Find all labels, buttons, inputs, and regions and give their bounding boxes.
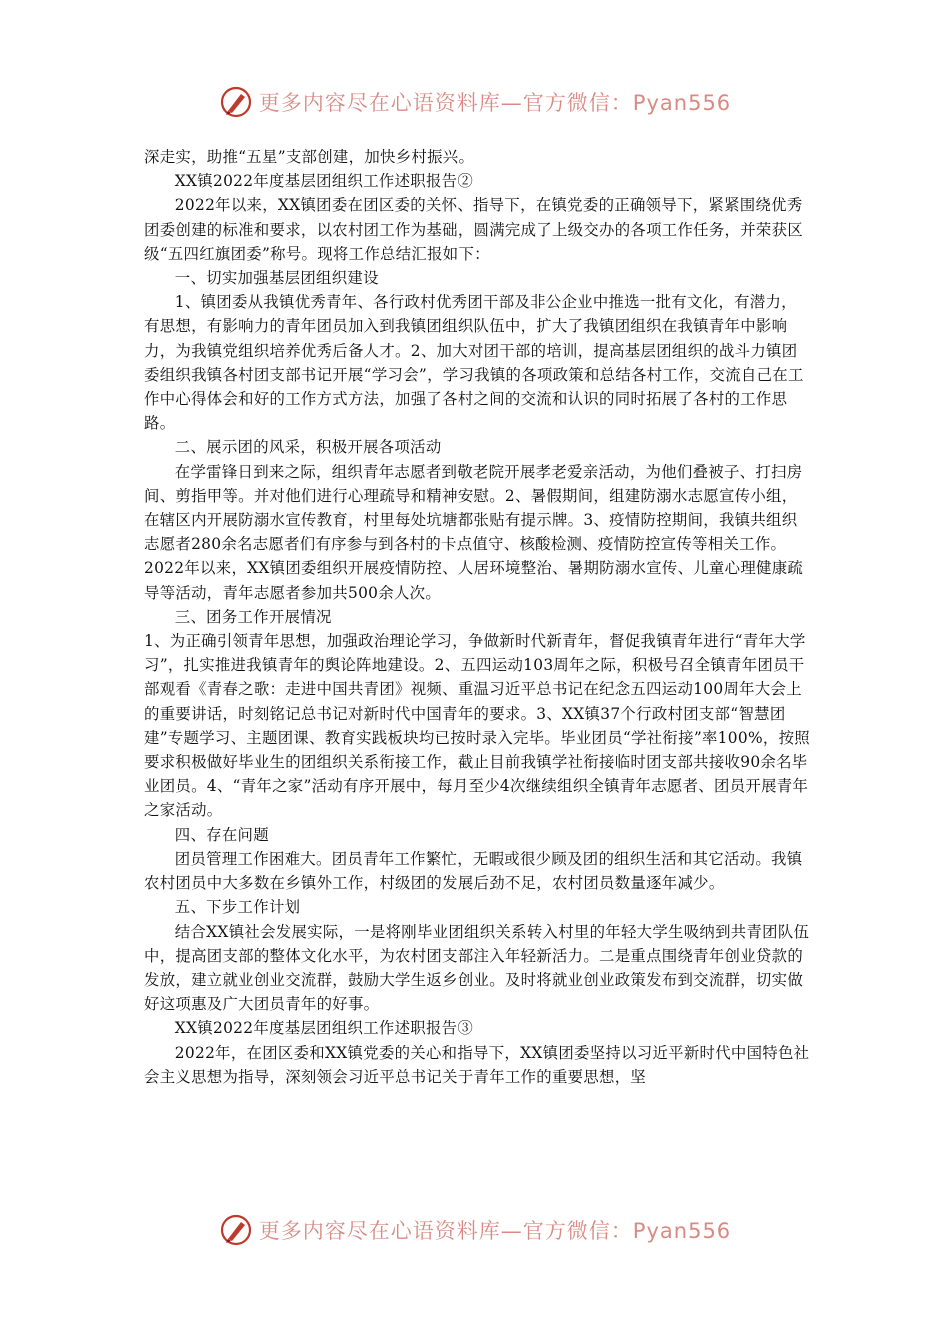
pen-logo-icon <box>219 1213 253 1247</box>
watermark-text: 更多内容尽在心语资料库—官方微信：Pyan556 <box>258 1219 732 1243</box>
paragraph: 团员管理工作困难大。团员青年工作繁忙，无暇或很少顾及团的组织生活和其它活动。我镇农村团员中大多数在乡镇外工作，村级团的发展后劲不足，农村团员数量逐年减少。 <box>144 849 803 893</box>
paragraph: 深走实，助推“五星”支部创建，加快乡村振兴。 <box>144 148 475 166</box>
document-body <box>144 145 812 1089</box>
paragraph: 三、团务工作开展情况 <box>174 607 332 626</box>
watermark-text: 更多内容尽在心语资料库—官方微信：Pyan556 <box>258 91 732 115</box>
paragraph: 2022年，在团区委和XX镇党委的关心和指导下，XX镇团委坚持以习近平新时代中国特色社会主义思想为指导，深刻领会习近平总书记关于青年工作的重要思想，坚 <box>144 1043 810 1086</box>
paragraph: XX镇2022年度基层团组织工作述职报告③ <box>174 1019 474 1038</box>
paragraph: 四、存在问题 <box>174 825 269 844</box>
paragraph: 结合XX镇社会发展实际，一是将刚毕业团组织关系转入村里的年轻大学生吸纳到共青团队伍中，提高团支部的整体文化水平，为农村团支部注入年轻新活力。二是重点围绕青年创业贷款的发放，建立就业创业交流群，鼓励大学生返乡创业。及时将就业创业政策发布到交流群，切实做好这项惠及广大团员青年的好事。 <box>144 922 810 1014</box>
paragraph: 2022年以来，XX镇团委在团区委的关怀、指导下，在镇党委的正确领导下，紧紧围绕优秀团委创建的标准和要求，以农村团工作为基础，圆满完成了上级交办的各项工作任务，并荣获区级“五四红旗团委”称号。现将工作总结汇报如下： <box>144 196 804 263</box>
paragraph: 1、为正确引领青年思想，加强政治理论学习，争做新时代新青年，督促我镇青年进行“青年大学习”，扎实推进我镇青年的舆论阵地建设。2、五四运动103周年之际，积极号召全镇青年团员干部观看《青春之歌：走进中国共青团》视频、重温习近平总书记在纪念五四运动100周年大会上的重要讲话，时刻铭记总书记对新时代中国青年的要求。3、XX镇37个行政村团支部“智慧团建”专题学习、主题团课、教育实践板块均已按时录入完毕。毕业团员“学社衔接”率100%，按照要求积极做好毕业生的团组织关系衔接工作，截止目前我镇学社衔接临时团支部共接收90余名毕业团员。4、“青年之家”活动有序开展中，每月至少4次继续组织全镇青年志愿者、团员开展青年之家活动。 <box>144 632 810 820</box>
footer-watermark-banner <box>0 1210 950 1250</box>
paragraph: XX镇2022年度基层团组织工作述职报告② <box>174 172 474 191</box>
paragraph: 二、展示团的风采，积极开展各项活动 <box>174 438 442 457</box>
paragraph: 五、下步工作计划 <box>174 898 301 917</box>
header-watermark-banner <box>0 82 950 122</box>
paragraph: 一、切实加强基层团组织建设 <box>174 269 379 288</box>
paragraph: 1、镇团委从我镇优秀青年、各行政村优秀团干部及非公企业中推选一批有文化，有潜力，有思想，有影响力的青年团员加入到我镇团组织队伍中，扩大了我镇团组织在我镇青年中影响力，为我镇党组织培养优秀后备人才。2、加大对团干部的培训，提高基层团组织的战斗力镇团委组织我镇各村团支部书记开展“学习会”，学习我镇的各项政策和总结各村工作，交流自己在工作中心得体会和好的工作方式方法，加强了各村之间的交流和认识的同时拓展了各村的工作思路。 <box>144 293 804 433</box>
paragraph: 在学雷锋日到来之际，组织青年志愿者到敬老院开展孝老爱亲活动，为他们叠被子、打扫房间、剪指甲等。并对他们进行心理疏导和精神安慰。2、暑假期间，组建防溺水志愿宣传小组，在辖区内开展防溺水宣传教育，村里每处坑塘都张贴有提示牌。3、疫情防控期间，我镇共组织志愿者280余名志愿者们有序参与到各村的卡点值守、核酸检测、疫情防控宣传等相关工作。2022年以来，XX镇团委组织开展疫情防控、人居环境整治、暑期防溺水宣传、儿童心理健康疏导等活动，青年志愿者参加共500余人次。 <box>144 462 804 602</box>
pen-logo-icon <box>219 85 253 119</box>
